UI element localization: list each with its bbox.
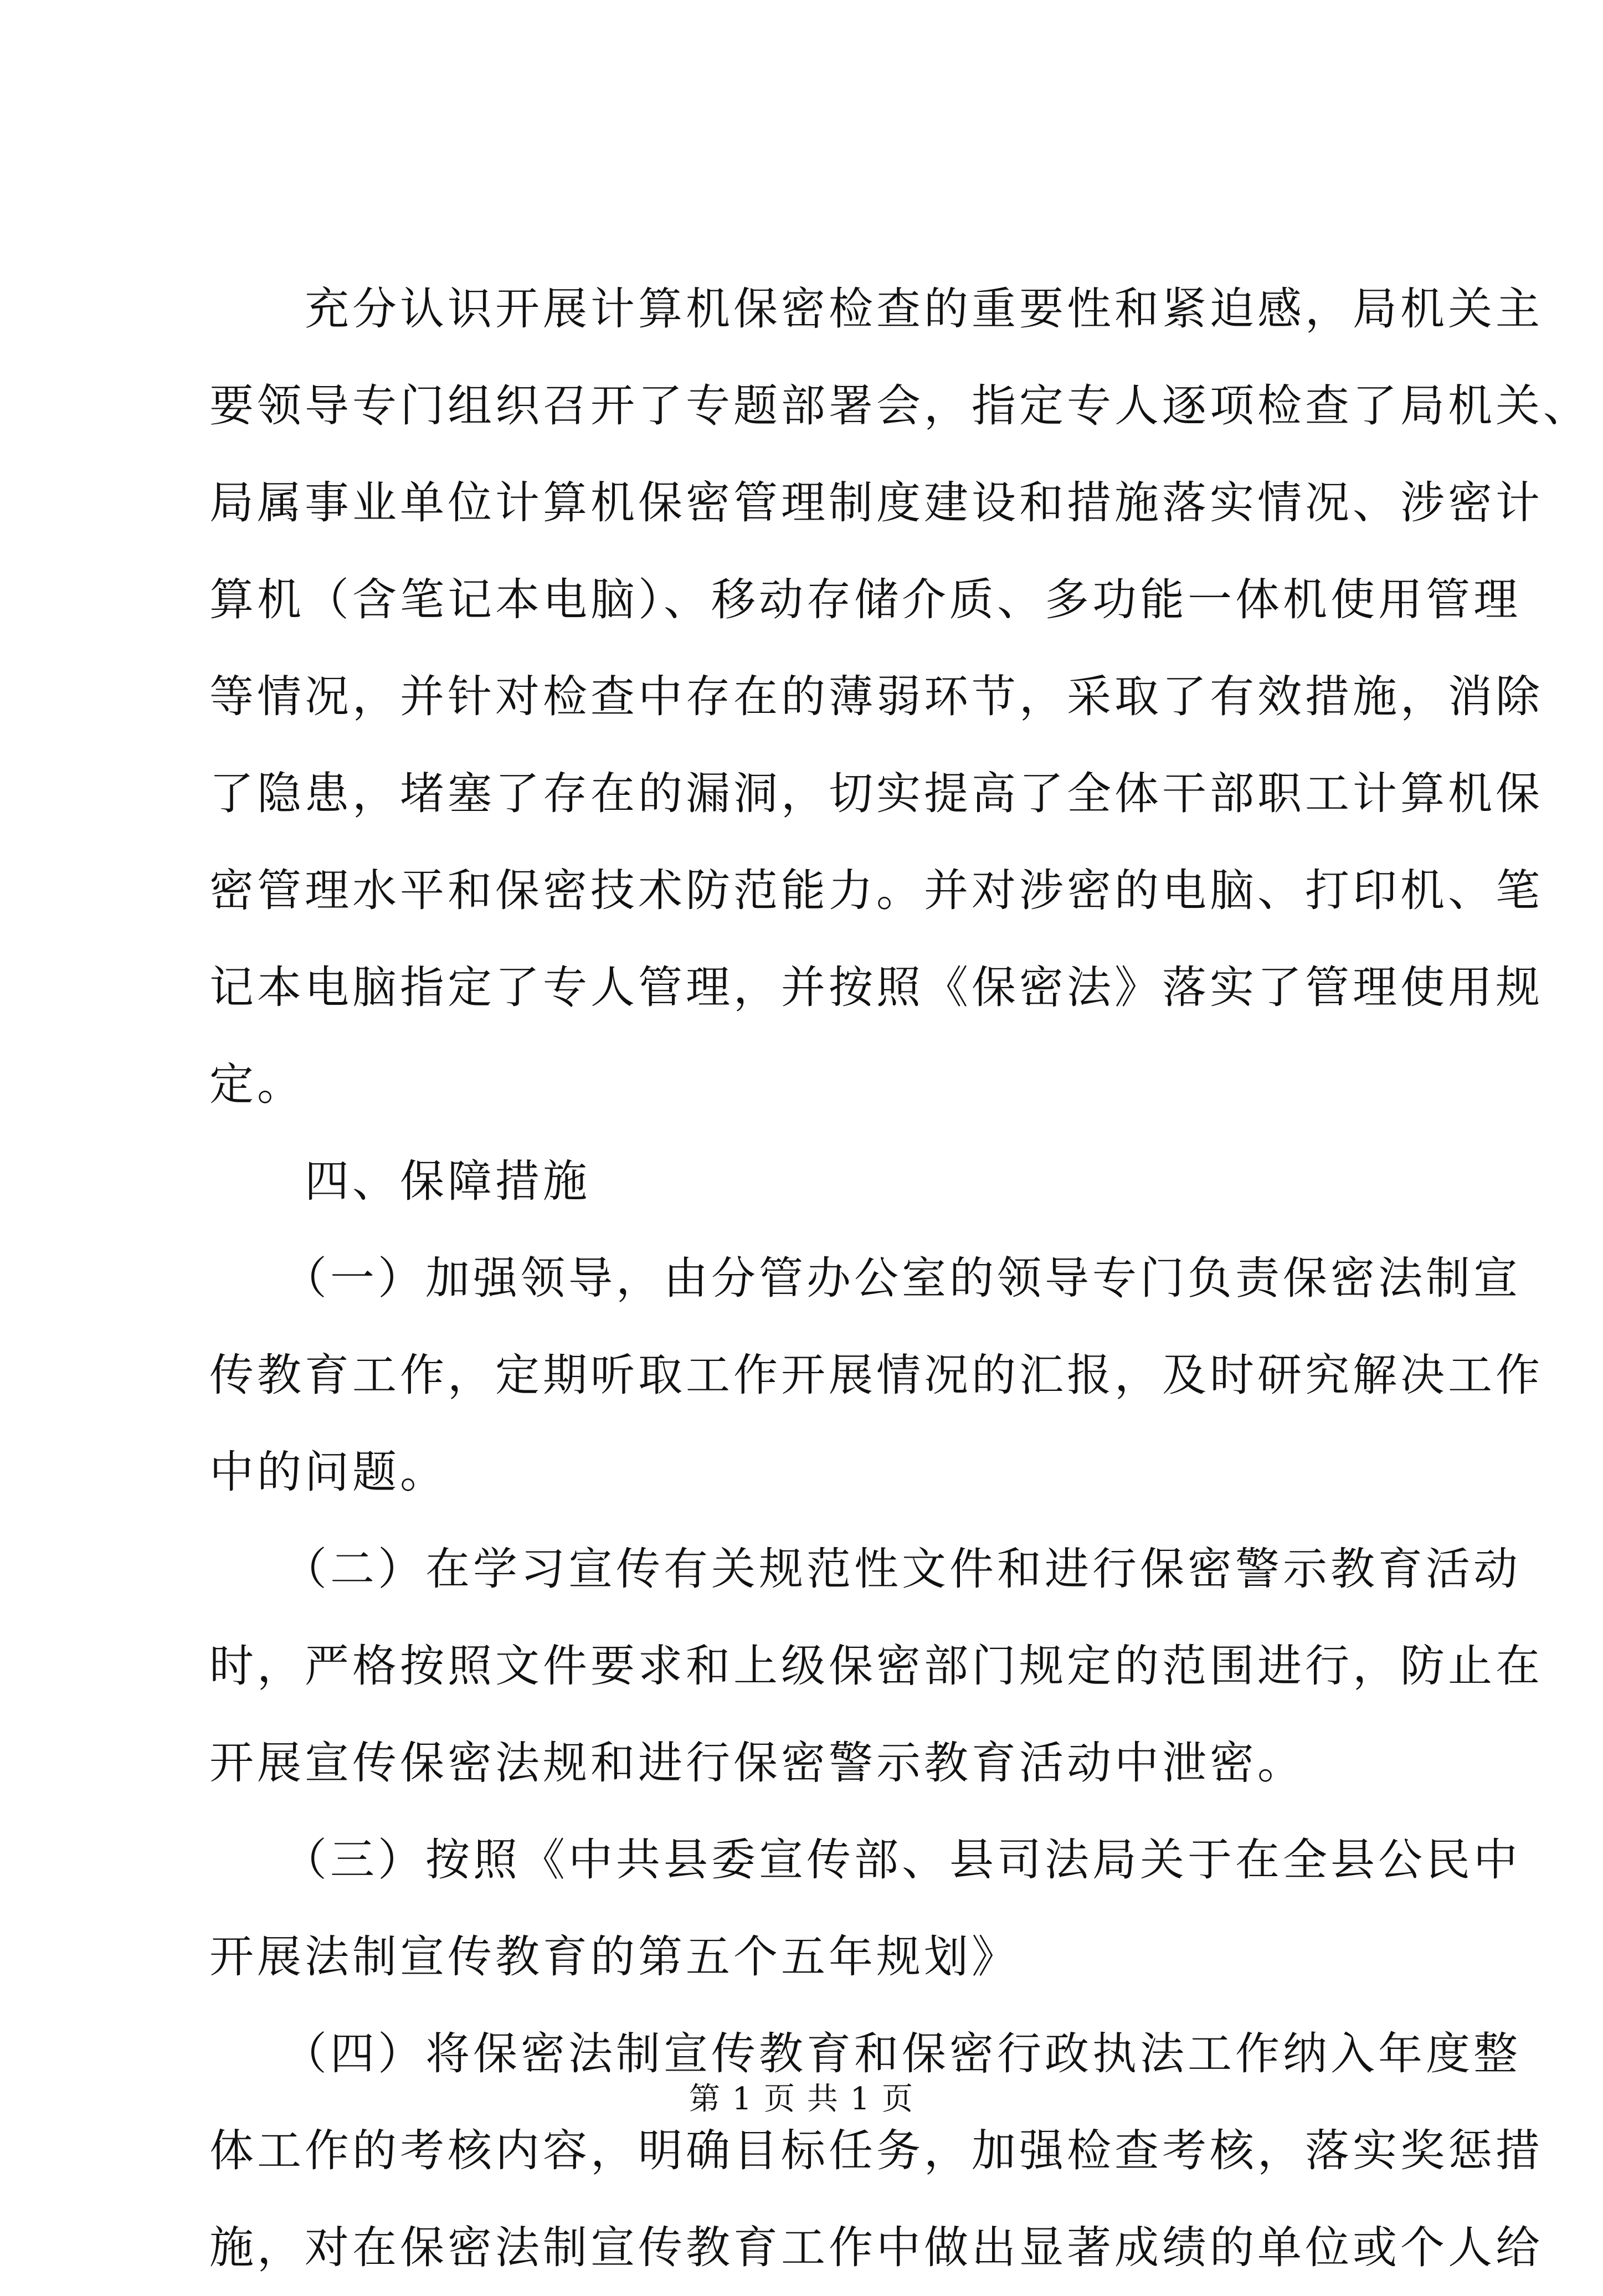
paragraph-computer-security-check [209,260,1591,1133]
section-heading-safeguards [209,1133,1417,1230]
paragraph-item-4 [209,2005,1543,2296]
text-line: 开展法制宣传教育的第五个五年规划》 [209,1931,1019,1982]
section-heading: 四、保障措施 [209,1155,590,1207]
text-line: 定。 [209,1059,305,1110]
text-line: （三）按照《中共县委宣传部、县司法局关于在全县公民中 [209,1834,1521,1886]
text-line: 要领导专门组织召开了专题部署会，指定专人逐项检查了局机关、 [209,380,1591,432]
text-line: 中的问题。 [209,1446,448,1498]
text-line: 算机（含笔记本电脑）、移动存储介质、多功能一体机使用管理 [209,574,1521,625]
text-line: 记本电脑指定了专人管理，并按照《保密法》落实了管理使用规 [209,962,1543,1013]
document-body [209,260,1591,2296]
text-line: （二）在学习宣传有关规范性文件和进行保密警示教育活动 [209,1543,1521,1595]
text-line: 了隐患，堵塞了存在的漏洞，切实提高了全体干部职工计算机保 [209,768,1543,819]
paragraph-item-1 [209,1230,1543,1521]
page-number-label: 第 1 页 共 1 页 [689,2081,914,2117]
paragraph-item-3 [209,1811,1521,2005]
text-line: 充分认识开展计算机保密检查的重要性和紧迫感，局机关主 [209,283,1543,335]
text-line: 时，严格按照文件要求和上级保密部门规定的范围进行，防止在 [209,1640,1543,1692]
text-line: 传教育工作，定期听取工作开展情况的汇报，及时研究解决工作 [209,1349,1543,1401]
text-line: 施，对在保密法制宣传教育工作中做出显著成绩的单位或个人给 [209,2222,1543,2273]
page-footer [0,2074,1603,2119]
text-line: （一）加强领导，由分管办公室的领导专门负责保密法制宣 [209,1252,1521,1304]
text-line: 局属事业单位计算机保密管理制度建设和措施落实情况、涉密计 [209,477,1543,528]
text-line: 密管理水平和保密技术防范能力。并对涉密的电脑、打印机、笔 [209,865,1543,916]
text-line: 等情况，并针对检查中存在的薄弱环节，采取了有效措施，消除 [209,671,1543,722]
text-line: 体工作的考核内容，明确目标任务，加强检查考核，落实奖惩措 [209,2125,1543,2176]
text-line: （四）将保密法制宣传教育和保密行政执法工作纳入年度整 [209,2028,1521,2079]
text-line: 开展宣传保密法规和进行保密警示教育活动中泄密。 [209,1737,1305,1789]
paragraph-item-2 [209,1521,1543,1811]
